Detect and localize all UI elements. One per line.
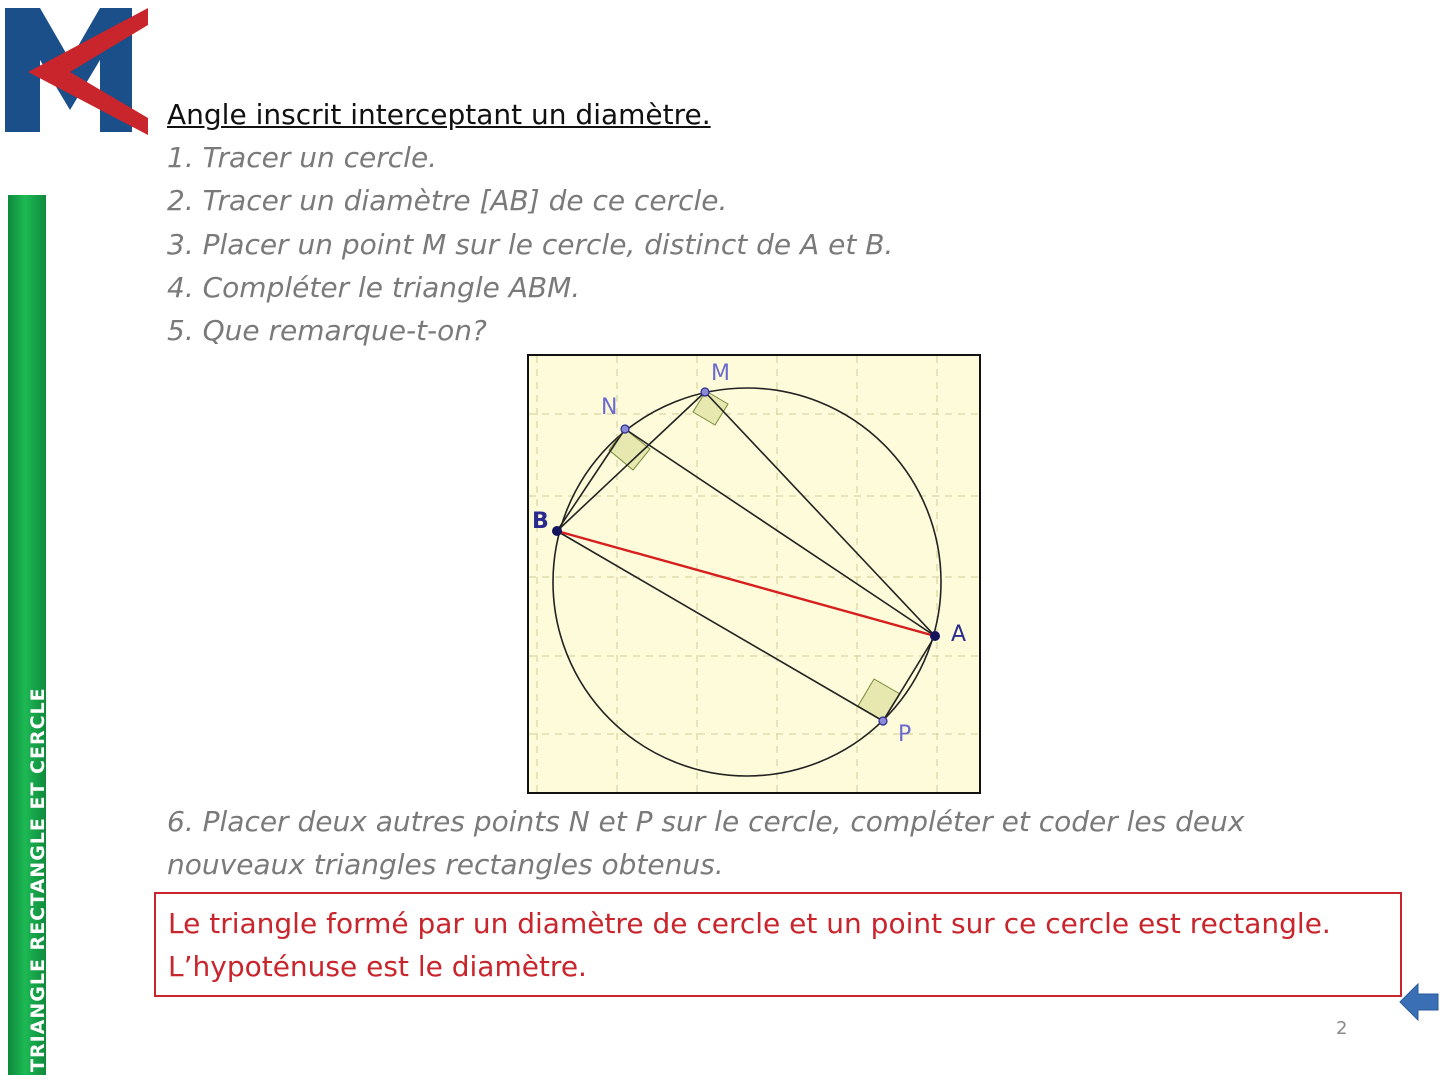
point-a — [930, 631, 940, 641]
point-m — [701, 388, 709, 396]
point-n — [621, 425, 629, 433]
geometry-figure — [527, 354, 981, 794]
step-3: 3. Placer un point M sur le cercle, distinct de A et B. — [167, 228, 894, 261]
page-title: Angle inscrit interceptant un diamètre. — [167, 98, 711, 131]
diameter-ab — [557, 531, 935, 636]
point-b — [552, 526, 562, 536]
conclusion-line-2: L’hypoténuse est le diamètre. — [168, 950, 587, 983]
point-p — [879, 717, 887, 725]
step-1: 1. Tracer un cercle. — [167, 141, 438, 174]
back-arrow-icon[interactable] — [1398, 980, 1440, 1024]
page-number: 2 — [1336, 1018, 1348, 1039]
label-p: P — [898, 722, 912, 747]
label-m: M — [711, 361, 730, 386]
logo — [0, 0, 160, 140]
step-4: 4. Compléter le triangle ABM. — [167, 271, 581, 304]
label-n: N — [601, 395, 618, 420]
label-a: A — [951, 622, 967, 647]
grid — [529, 356, 979, 792]
step-2: 2. Tracer un diamètre [AB] de ce cercle. — [167, 184, 728, 217]
label-b: B — [532, 509, 549, 534]
step-5: 5. Que remarque-t-on? — [167, 314, 487, 347]
conclusion-line-1: Le triangle formé par un diamètre de cercle et un point sur ce cercle est rectangle. — [168, 907, 1331, 940]
right-angle-mark-p — [858, 679, 900, 721]
step-6: 6. Placer deux autres points N et P sur le cercle, compléter et coder les deux nouveaux triangles rectangles obtenus. — [167, 805, 1245, 881]
sidebar-label: TRIANGLE RECTANGLE ET CERCLE — [27, 687, 49, 1072]
conclusion-box — [154, 892, 1402, 997]
figure-canvas — [529, 356, 979, 792]
right-angle-mark-m — [693, 391, 728, 425]
